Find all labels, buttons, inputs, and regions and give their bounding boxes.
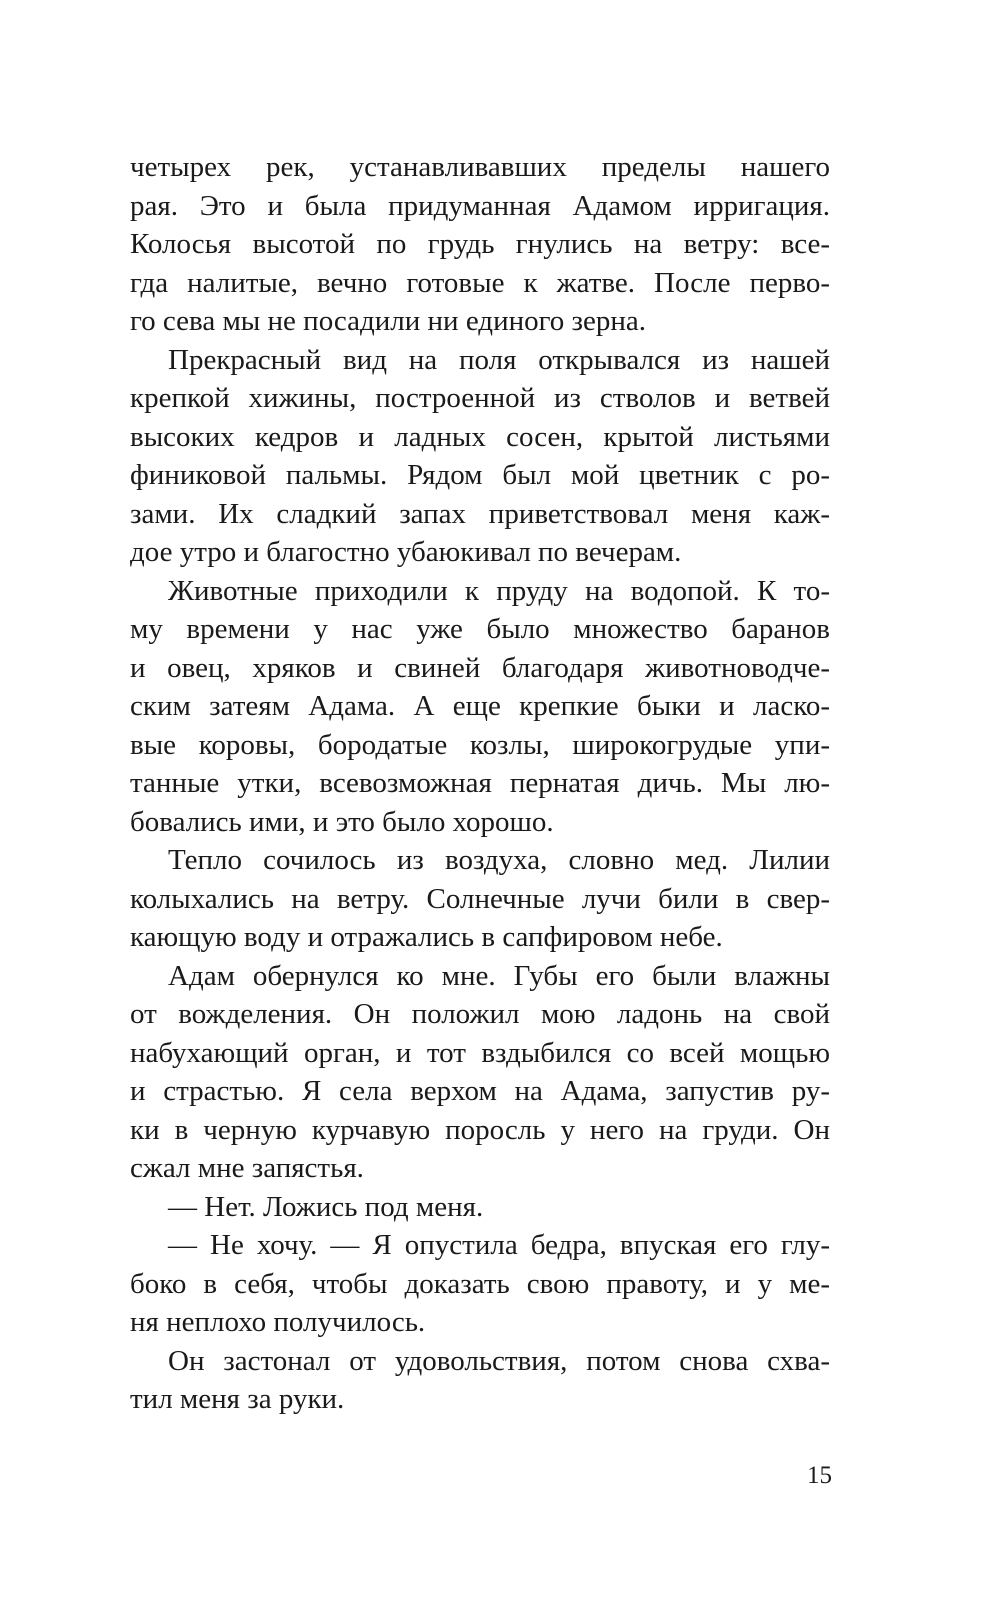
- paragraph: [130, 841, 830, 957]
- text-line: Прекрасный вид на поля открывался из нашей: [168, 343, 830, 376]
- text-line: ским затеям Адама. А еще крепкие быки и ласко-: [130, 690, 830, 722]
- text-line: Животные приходили к пруду на водопой. К то-: [168, 574, 830, 607]
- body-text: [130, 148, 830, 1419]
- text-line: вые коровы, бородатые козлы, широкогрудые упи-: [130, 728, 830, 761]
- text-line: дое утро и благостно убаюкивал по вечерам.: [130, 536, 682, 568]
- text-line: му времени у нас уже было множество баранов: [130, 613, 830, 645]
- paragraph: [130, 1342, 830, 1419]
- text-line: боко в себя, чтобы доказать свою правоту, и у ме-: [130, 1267, 830, 1300]
- paragraph: [130, 957, 830, 1188]
- text-line: кающую воду и отражались в сапфировом небе.: [130, 921, 723, 953]
- text-line: гда налитые, вечно готовые к жатве. После перво-: [130, 266, 830, 299]
- text-line: и страстью. Я села верхом на Адама, запустив ру-: [130, 1075, 830, 1107]
- page-number: 15: [807, 1462, 832, 1489]
- paragraph: [130, 148, 830, 341]
- text-line: набухающий орган, и тот вздыбился со всей мощью: [130, 1036, 830, 1069]
- text-line: Колосья высотой по грудь гнулись на ветру: все-: [130, 228, 830, 260]
- text-line: финиковой пальмы. Рядом был мой цветник с ро-: [130, 459, 830, 491]
- text-line: ки в черную курчавую поросль у него на груди. Он: [130, 1113, 830, 1146]
- text-line: ня неплохо получилось.: [130, 1306, 426, 1338]
- text-line: го сева мы не посадили ни единого зерна.: [130, 305, 646, 337]
- text-line: Тепло сочилось из воздуха, словно мед. Лилии: [168, 844, 830, 876]
- text-line: бовались ими, и это было хорошо.: [130, 805, 554, 838]
- text-line: и овец, хряков и свиней благодаря животноводче-: [130, 651, 830, 684]
- text-line: Адам обернулся ко мне. Губы его были влажны: [168, 959, 830, 992]
- text-line: высоких кедров и ладных сосен, крытой листьями: [130, 420, 830, 453]
- text-line: — Не хочу. — Я опустила бедра, впуская его глу-: [168, 1229, 830, 1261]
- text-line: от вожделения. Он положил мою ладонь на свой: [130, 998, 830, 1030]
- text-line: Он застонал от удовольствия, потом снова схва-: [168, 1344, 830, 1377]
- text-line: четырех рек, устанавливавших пределы нашего: [130, 151, 830, 183]
- dialogue-line: [130, 1188, 830, 1227]
- text-line: рая. Это и была придуманная Адамом ирригация.: [130, 189, 830, 222]
- text-line: колыхались на ветру. Солнечные лучи били в свер-: [130, 882, 830, 915]
- text-line: — Нет. Ложись под меня.: [168, 1190, 484, 1223]
- dialogue-line: [130, 1226, 830, 1342]
- paragraph: [130, 341, 830, 572]
- paragraph: [130, 572, 830, 842]
- text-line: тил меня за руки.: [130, 1383, 345, 1415]
- text-line: танные утки, всевозможная пернатая дичь. Мы лю-: [130, 767, 830, 799]
- text-line: крепкой хижины, построенной из стволов и ветвей: [130, 382, 830, 414]
- text-line: зами. Их сладкий запах приветствовал меня каж-: [130, 497, 830, 530]
- text-line: сжал мне запястья.: [130, 1152, 364, 1184]
